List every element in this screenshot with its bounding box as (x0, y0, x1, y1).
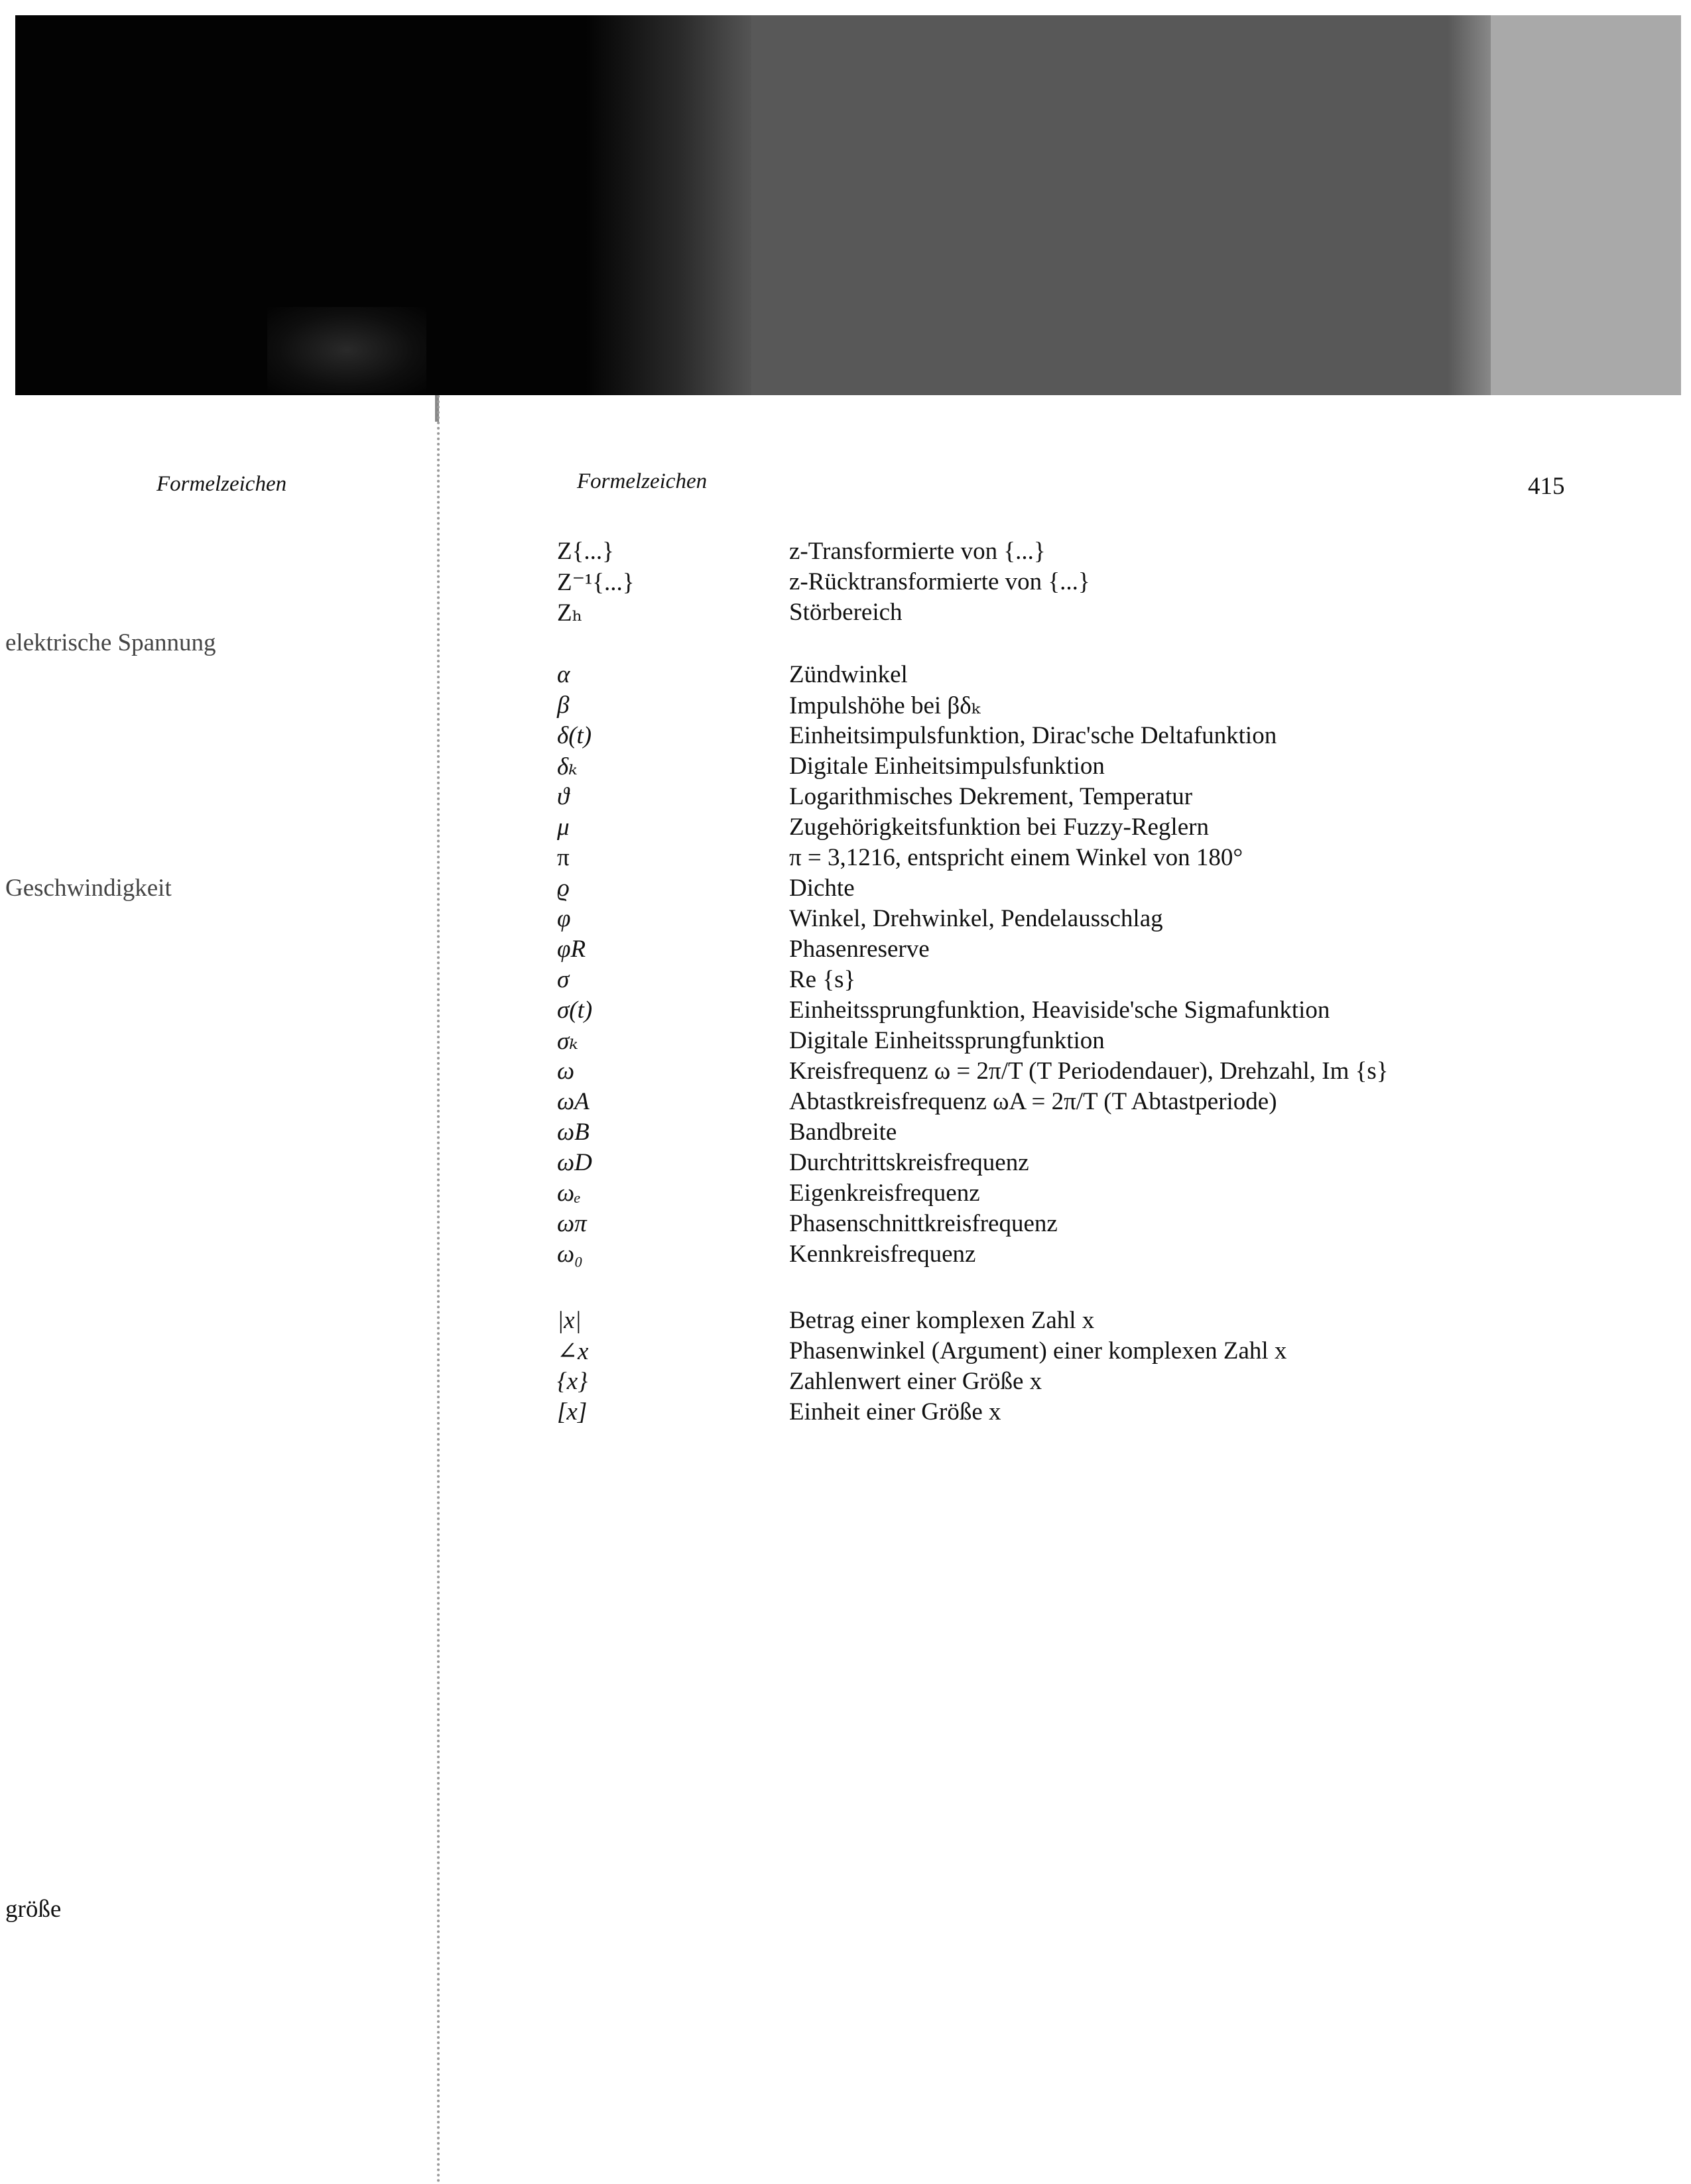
symbol-cell: Zₕ (557, 599, 583, 627)
symbol-cell: ωₑ (557, 1180, 581, 1207)
symbol-cell: δₖ (557, 753, 578, 780)
description-cell: Dichte (789, 875, 855, 902)
symbol-cell: ωπ (557, 1210, 587, 1237)
symbol-cell: σₖ (557, 1028, 578, 1055)
description-cell: Zündwinkel (789, 661, 908, 688)
band-edge-region (1448, 15, 1494, 395)
description-cell: Phasenwinkel (Argument) einer komplexen Zahl x (789, 1337, 1287, 1365)
description-cell: Bandbreite (789, 1119, 897, 1146)
band-noise-spot (267, 307, 426, 393)
symbol-cell: π (557, 844, 570, 871)
description-cell: Störbereich (789, 599, 903, 626)
left-page-header: Formelzeichen (157, 472, 287, 496)
symbol-cell: ω (557, 1058, 575, 1085)
left-fragment-groesse: größe (5, 1896, 62, 1923)
page-gutter-line (437, 395, 440, 2184)
description-cell: Logarithmisches Dekrement, Temperatur (789, 783, 1193, 810)
description-cell: z-Rücktransformierte von {...} (789, 568, 1090, 595)
description-cell: Einheitsimpulsfunktion, Dirac'sche Deltafunktion (789, 722, 1277, 749)
band-gradient-region (586, 15, 758, 395)
symbol-cell: σ(t) (557, 997, 593, 1024)
symbol-cell: ωB (557, 1119, 590, 1146)
symbol-cell: ϱ (557, 875, 570, 902)
description-cell: Betrag einer komplexen Zahl x (789, 1307, 1095, 1334)
description-cell: Phasenreserve (789, 936, 930, 963)
description-cell: Phasenschnittkreisfrequenz (789, 1210, 1058, 1237)
description-cell: Kennkreisfrequenz (789, 1241, 976, 1268)
description-cell: Eigenkreisfrequenz (789, 1180, 980, 1207)
page-number: 415 (1528, 473, 1565, 500)
symbol-cell: ω₀ (557, 1241, 583, 1268)
symbol-cell: σ (557, 966, 570, 993)
symbol-cell: ωD (557, 1149, 592, 1176)
symbol-cell: μ (557, 814, 570, 841)
description-cell: z-Transformierte von {...} (789, 538, 1046, 565)
description-cell: Kreisfrequenz ω = 2π/T (T Periodendauer), Drehzahl, Im {s} (789, 1058, 1389, 1085)
symbol-cell: φR (557, 936, 586, 963)
symbol-cell: α (557, 661, 570, 688)
description-cell: Digitale Einheitssprungfunktion (789, 1027, 1105, 1054)
symbol-cell: Z⁻¹{...} (557, 569, 635, 596)
description-cell: Re {s} (789, 966, 856, 993)
description-cell: Digitale Einheitsimpulsfunktion (789, 753, 1105, 780)
symbol-cell: |x| (557, 1307, 582, 1334)
symbol-cell: [x] (557, 1398, 588, 1426)
description-cell: Durchtrittskreisfrequenz (789, 1149, 1029, 1176)
symbol-cell: {x} (557, 1368, 588, 1395)
right-page-header: Formelzeichen (577, 469, 708, 493)
scan-dark-band (15, 15, 1681, 395)
band-light-region (1491, 15, 1681, 395)
description-cell: Impulshöhe bei βδₖ (789, 692, 981, 719)
description-cell: Winkel, Drehwinkel, Pendelausschlag (789, 905, 1163, 932)
symbol-cell: ωA (557, 1088, 590, 1115)
left-fragment-geschwindigkeit: Geschwindigkeit (5, 875, 172, 902)
description-cell: Einheit einer Größe x (789, 1398, 1001, 1426)
description-cell: Abtastkreisfrequenz ωA = 2π/T (T Abtastperiode) (789, 1088, 1277, 1115)
band-gray-region (751, 15, 1487, 395)
symbol-cell: δ(t) (557, 722, 592, 749)
description-cell: π = 3,1216, entspricht einem Winkel von 180° (789, 844, 1243, 871)
description-cell: Zugehörigkeitsfunktion bei Fuzzy-Reglern (789, 814, 1209, 841)
symbol-cell: φ (557, 905, 571, 932)
symbol-cell: ∠x (557, 1338, 589, 1365)
symbol-cell: ϑ (557, 783, 570, 810)
description-cell: Zahlenwert einer Größe x (789, 1368, 1042, 1395)
description-cell: Einheitssprungfunktion, Heaviside'sche Sigmafunktion (789, 997, 1330, 1024)
symbol-cell: Z{...} (557, 538, 614, 565)
left-fragment-spannung: elektrische Spannung (5, 629, 216, 656)
symbol-cell: β (557, 692, 570, 719)
